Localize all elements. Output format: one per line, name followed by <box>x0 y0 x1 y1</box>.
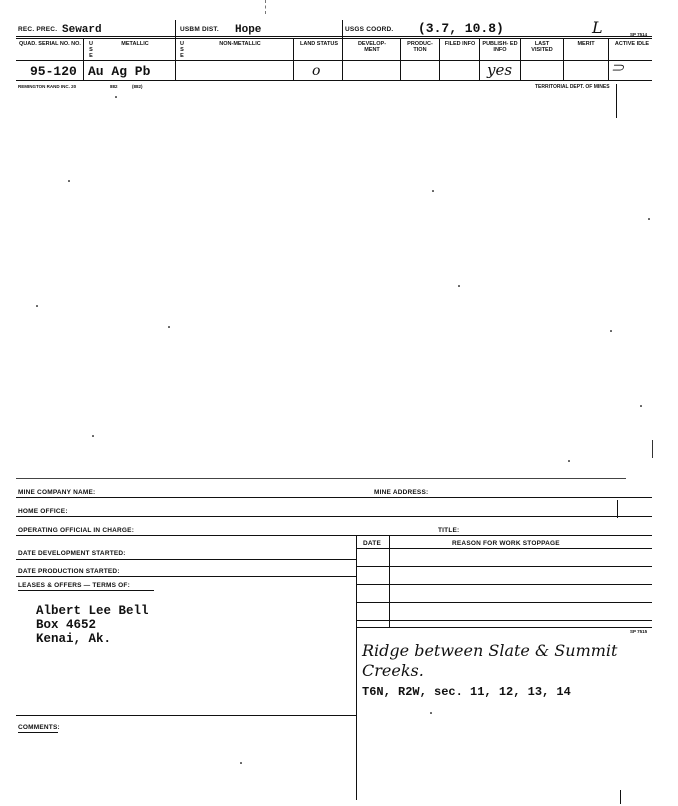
rec-prec-value: Seward <box>62 24 102 36</box>
owner-name: Albert Lee Bell <box>36 604 149 618</box>
header-line-2 <box>16 38 652 39</box>
col-divider <box>563 38 564 80</box>
row-bottom-line <box>16 80 652 81</box>
rule <box>16 516 652 517</box>
col-development: DEVELOP- MENT <box>357 41 387 53</box>
col-divider <box>389 535 390 628</box>
location-legal: T6N, R2W, sec. 11, 12, 13, 14 <box>362 685 571 699</box>
speck <box>610 330 612 332</box>
usgs-coord-value: (3.7, 10.8) <box>418 21 504 36</box>
prod-started-label: DATE PRODUCTION STARTED: <box>18 568 120 575</box>
rule <box>16 576 356 577</box>
card-top-edge <box>16 478 626 479</box>
rule <box>16 559 356 560</box>
rec-prec-label: REC. PREC. <box>18 26 58 33</box>
speck <box>568 460 570 462</box>
col-divider <box>439 38 440 80</box>
header-line <box>16 36 652 37</box>
rule <box>16 497 652 498</box>
dev-started-label: DATE DEVELOPMENT STARTED: <box>18 550 126 557</box>
col-metallic: METALLIC <box>121 41 149 47</box>
col-divider <box>83 38 84 80</box>
cell-published-info: yes <box>487 61 513 79</box>
location-line-2: Creeks. <box>362 661 424 680</box>
cell-metallic: Au Ag Pb <box>88 64 151 79</box>
corner-mark: L <box>592 18 603 37</box>
col-divider <box>293 38 294 80</box>
col-quad-serial: QUAD. SERIAL NO. NO. <box>19 41 81 47</box>
printer-code: 882 <box>110 84 118 89</box>
col-merit: MERIT <box>577 41 595 47</box>
col-published-info: PUBLISH- ED INFO <box>482 41 518 53</box>
operating-official-label: OPERATING OFFICIAL IN CHARGE: <box>18 527 135 534</box>
col-divider <box>520 38 521 80</box>
rule <box>356 620 652 621</box>
edge-mark <box>616 84 617 118</box>
col-production: PRODUC- TION <box>407 41 433 53</box>
col-divider <box>400 38 401 80</box>
home-office-label: HOME OFFICE: <box>18 508 68 515</box>
usbm-dist-value: Hope <box>235 24 262 36</box>
col-divider <box>342 20 343 80</box>
center-divider <box>356 535 357 800</box>
speck <box>68 180 70 182</box>
cell-land-status: o <box>312 63 321 79</box>
speck <box>458 285 460 287</box>
speck <box>648 218 650 220</box>
speck <box>640 405 642 407</box>
speck <box>92 435 94 437</box>
leases-underline <box>18 590 154 591</box>
printer-code-2: (882) <box>132 84 143 89</box>
location-line-1: Ridge between Slate & Summit <box>362 641 618 660</box>
form-number: SP 7514 <box>630 32 648 37</box>
col-non-metallic: NON-METALLIC <box>219 41 261 47</box>
speck <box>430 712 432 714</box>
department-label: TERRITORIAL DEPT. OF MINES <box>535 84 610 90</box>
rule <box>356 584 652 585</box>
rule <box>356 627 652 628</box>
rule <box>356 566 652 567</box>
col-land-status: LAND STATUS <box>300 41 338 47</box>
date-label: DATE <box>363 540 382 547</box>
usgs-coord-label: USGS COORD. <box>345 26 394 33</box>
column-header-line <box>16 60 652 61</box>
usbm-dist-label: USBM DIST. <box>180 26 219 33</box>
rule <box>16 715 356 716</box>
form-number-2: SP 7515 <box>630 629 648 634</box>
speck <box>240 762 242 764</box>
col-divider <box>479 38 480 80</box>
owner-city: Kenai, Ak. <box>36 632 112 646</box>
reason-label: REASON FOR WORK STOPPAGE <box>452 540 560 547</box>
speck <box>168 326 170 328</box>
rule <box>356 548 652 549</box>
col-use-nonmetallic: U S E <box>180 41 184 59</box>
cell-quad-serial: 95-120 <box>30 64 77 79</box>
col-divider <box>175 20 176 80</box>
mine-address-label: MINE ADDRESS: <box>374 489 429 496</box>
edge-mark <box>617 500 618 518</box>
col-last-visited: LAST VISITED <box>531 41 553 53</box>
rule <box>16 535 652 536</box>
col-use-metallic: U S E <box>89 41 93 59</box>
mine-company-name-label: MINE COMPANY NAME: <box>18 489 96 496</box>
rule <box>356 602 652 603</box>
owner-box: Box 4652 <box>36 618 97 632</box>
edge-mark <box>620 790 621 804</box>
title-label: TITLE: <box>438 527 460 534</box>
speck <box>432 190 434 192</box>
comments-underline <box>18 732 58 733</box>
fold-mark <box>265 0 266 14</box>
speck <box>36 305 38 307</box>
active-idle-mark: ⸧ <box>608 58 626 79</box>
printer-label: REMINGTON RAND INC. 20 <box>18 84 77 89</box>
col-filed-info: FILED INFO <box>444 41 476 47</box>
speck <box>115 96 117 98</box>
comments-label: COMMENTS: <box>18 724 60 731</box>
col-active-idle: ACTIVE IDLE <box>614 41 650 47</box>
edge-mark <box>652 440 653 458</box>
leases-label: LEASES & OFFERS — TERMS OF: <box>18 582 130 589</box>
